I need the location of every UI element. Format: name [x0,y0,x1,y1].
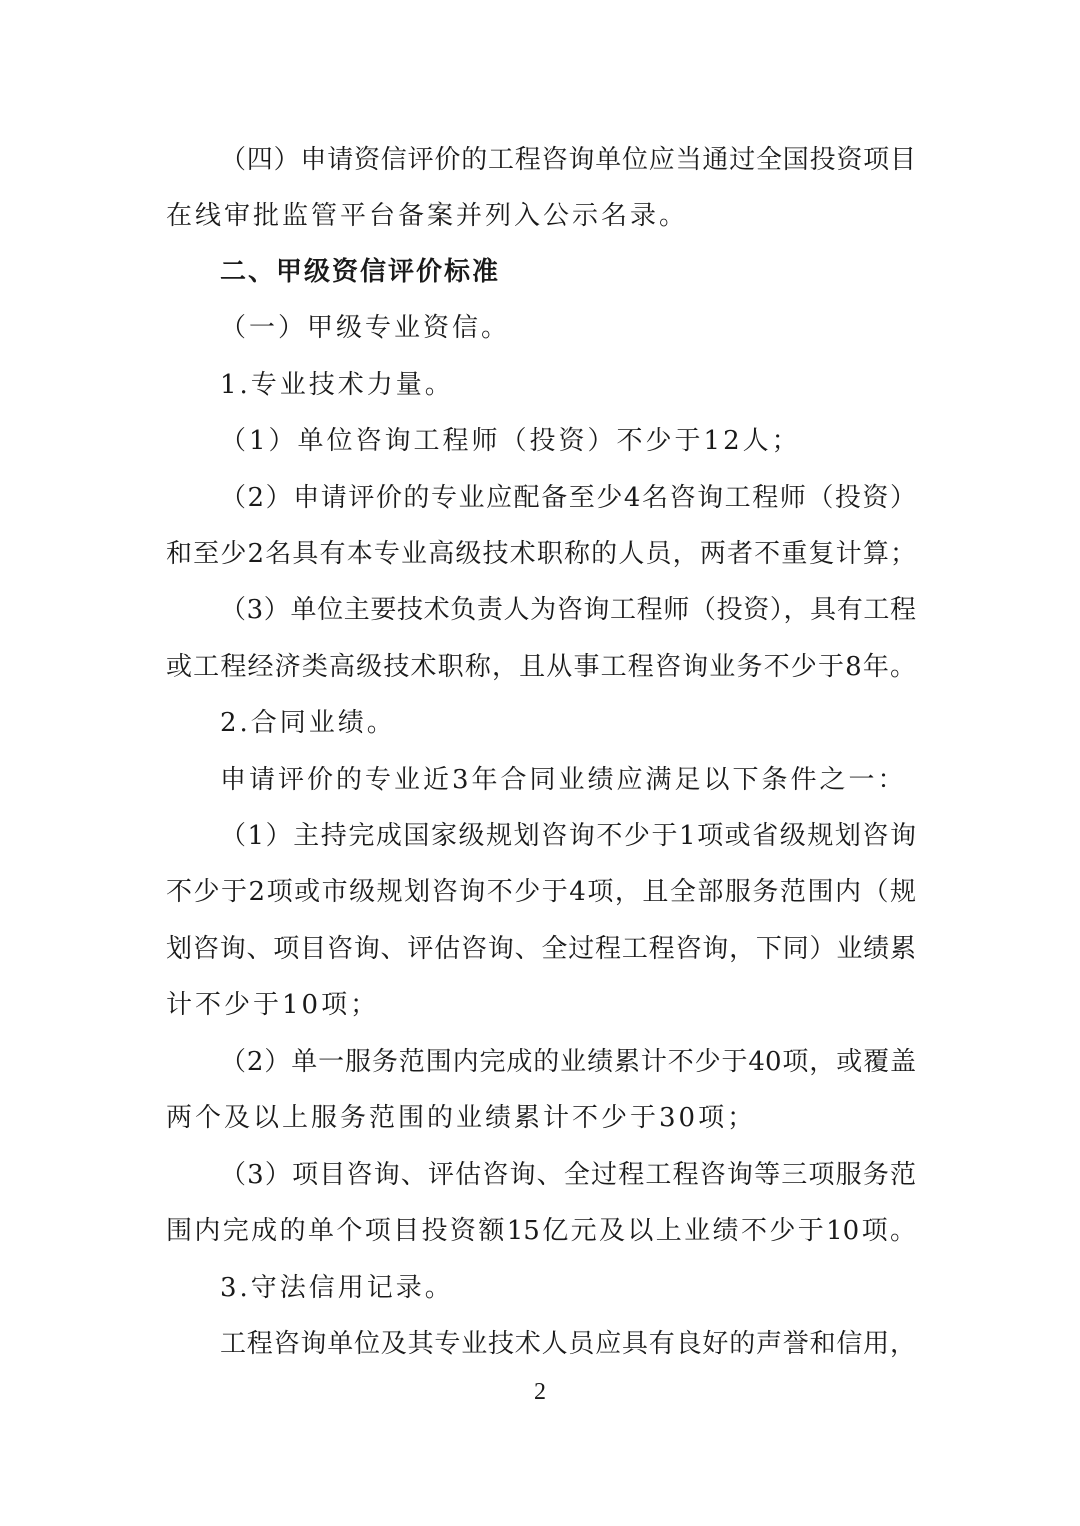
item-heading: 2.合同业绩。 [220,708,396,738]
paragraph-line: 围内完成的单个项目投资额15亿元及以上业绩不少于10项。 [166,1216,916,1246]
paragraph-line: 和至少2名具有本专业高级技术职称的人员，两者不重复计算； [166,539,916,569]
item-heading: 1.专业技术力量。 [220,370,454,400]
paragraph-line: （3）单位主要技术负责人为咨询工程师（投资），具有工程 [220,595,916,625]
paragraph-line: 在线审批监管平台备案并列入公示名录。 [166,201,689,231]
paragraph-line: 或工程经济类高级技术职称，且从事工程咨询业务不少于8年。 [166,652,916,682]
paragraph-line: （3）项目咨询、评估咨询、全过程工程咨询等三项服务范 [220,1160,916,1190]
item-heading: 3.守法信用记录。 [220,1273,454,1303]
subsection-heading: （一）甲级专业资信。 [220,313,511,343]
paragraph-line: 不少于2项或市级规划咨询不少于4项，且全部服务范围内（规 [166,877,916,907]
section-heading: 二、甲级资信评价标准 [220,257,501,287]
page-number: 2 [534,1379,546,1405]
paragraph-line: 计不少于10项； [166,990,380,1020]
paragraph-line: 申请评价的专业近3年合同业绩应满足以下条件之一： [220,765,907,795]
paragraph-line: （1）单位咨询工程师（投资）不少于12人； [220,426,801,456]
paragraph-line: （1）主持完成国家级规划咨询不少于1项或省级规划咨询 [220,821,916,851]
paragraph-line: 工程咨询单位及其专业技术人员应具有良好的声誉和信用， [220,1329,916,1359]
paragraph-line: （2）单一服务范围内完成的业绩累计不少于40项，或覆盖 [220,1047,916,1077]
paragraph-line: （四）申请资信评价的工程咨询单位应当通过全国投资项目 [220,145,916,175]
paragraph-line: 划咨询、项目咨询、评估咨询、全过程工程咨询，下同）业绩累 [166,934,916,964]
paragraph-line: （2）申请评价的专业应配备至少4名咨询工程师（投资） [220,483,916,513]
paragraph-line: 两个及以上服务范围的业绩累计不少于30项； [166,1103,757,1133]
